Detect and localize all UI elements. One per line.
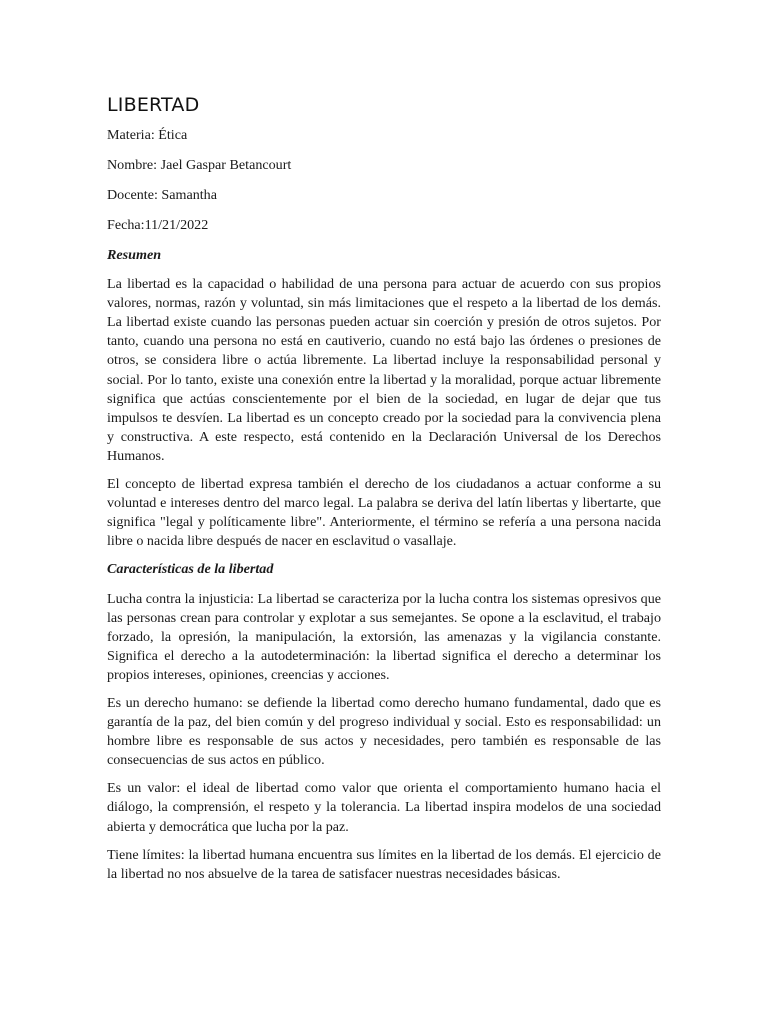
paragraph: Es un derecho humano: se defiende la libertad como derecho humano fundamental, dado que es garantía de la paz, del bien común y del progreso individual y social. Esto es responsabilidad: un hombre libre es responsable de sus actos y necesidades, pero también es responsable de las consecuencias de sus actos en público. — [107, 694, 661, 769]
document-title: LIBERTAD — [107, 94, 200, 116]
section-heading: Resumen — [107, 247, 162, 263]
meta-docente: Docente: Samantha — [107, 187, 217, 203]
paragraph: Tiene límites: la libertad humana encuentra sus límites en la libertad de los demás. El ejercicio de la libertad no nos absuelve de la tarea de satisfacer nuestras necesidades básicas. — [107, 846, 661, 882]
section-caracteristicas — [107, 560, 661, 883]
paragraph: Lucha contra la injusticia: La libertad se caracteriza por la lucha contra los sistemas opresivos que las personas crean para controlar y explotar a sus semejantes. Se opone a la esclavitud, el trabajo forzado, la opresión, la manipulación, la extorsión, las amenazas y la vigilancia constante. Significa el derecho a la autodeterminación: la libertad significa el derecho a determinar los propios intereses, opiniones, creencias y acciones. — [107, 590, 661, 683]
paragraph: El concepto de libertad expresa también el derecho de los ciudadanos a actuar conforme a su voluntad e intereses dentro del marco legal. La palabra se deriva del latín libertas y libertarte, que significa "legal y políticamente libre". Anteriormente, el término se refería a una persona nacida libre o nacida libre después de nacer en esclavitud o vasallaje. — [107, 476, 661, 550]
document-page — [107, 92, 661, 893]
meta-fecha: Fecha:11/21/2022 — [107, 217, 209, 233]
meta-materia: Materia: Ética — [107, 127, 188, 143]
section-resumen — [107, 246, 661, 551]
section-heading: Características de la libertad — [107, 561, 274, 578]
paragraph: La libertad es la capacidad o habilidad de una persona para actuar de acuerdo con sus propios valores, normas, razón y voluntad, sin más limitaciones que el respeto a la libertad de los demás. La libertad existe cuando las personas pueden actuar sin coerción y presión de otros sujetos. Por tanto, cuando una persona no está en cautiverio, cuando no está bajo las órdenes o presiones de otros, se considera libre o actúa libremente. La libertad incluye la responsabilidad personal y social. Por lo tanto, existe una conexión entre la libertad y la moralidad, porque actuar libremente significa que actúas conscientemente por el bien de la sociedad, en lugar de dejar que tus impulsos te desvíen. La libertad es un concepto creado por la sociedad para la convivencia plena y constructiva. A este respecto, está contenido en la Declaración Universal de los Derechos Humanos. — [107, 276, 661, 464]
meta-nombre: Nombre: Jael Gaspar Betancourt — [107, 157, 292, 173]
paragraph: Es un valor: el ideal de libertad como valor que orienta el comportamiento humano hacia el diálogo, la comprensión, el respeto y la tolerancia. La libertad inspira modelos de una sociedad abierta y democrática que lucha por la paz. — [107, 780, 661, 835]
